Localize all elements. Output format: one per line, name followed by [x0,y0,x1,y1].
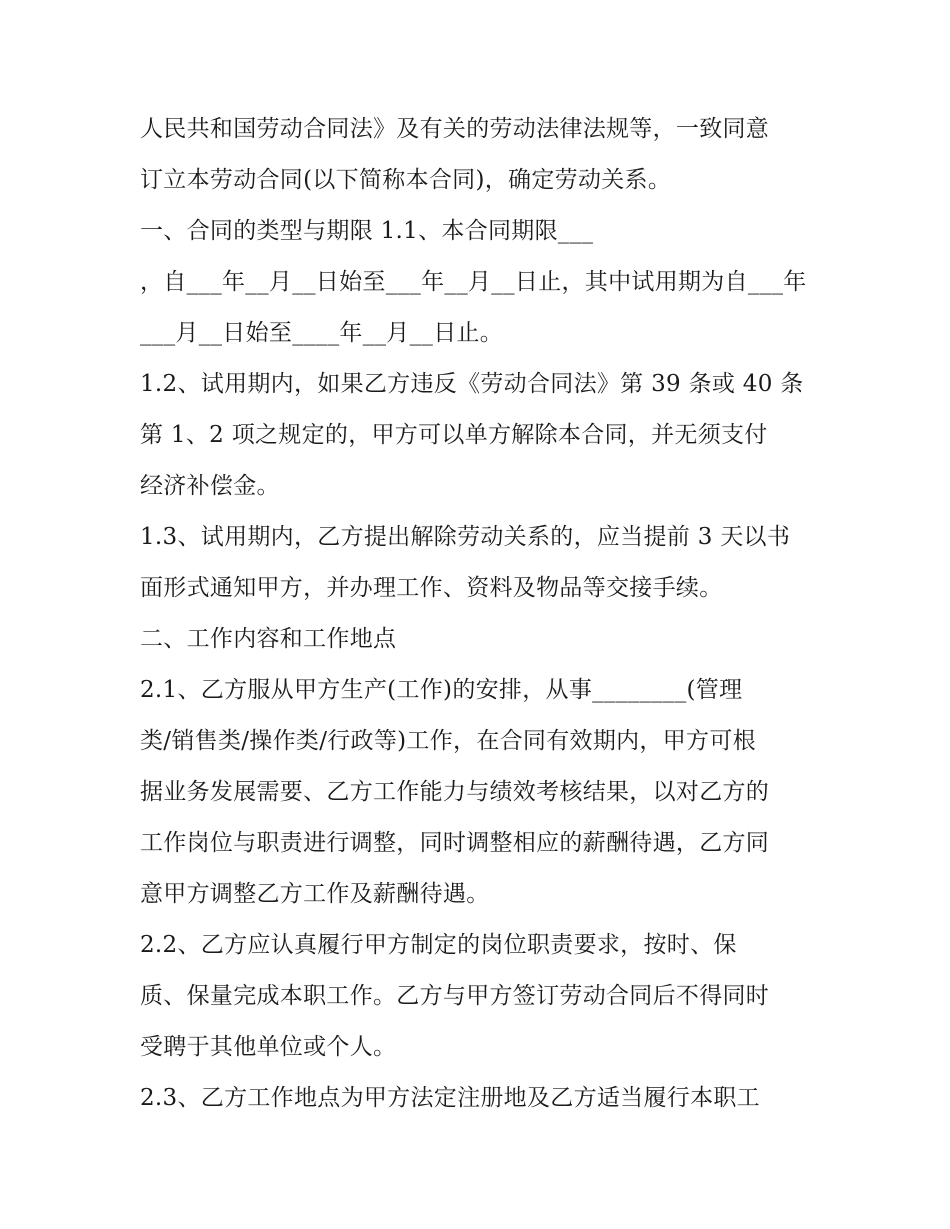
text-line: 第 1、2 项之规定的，甲方可以单方解除本合同，并无须支付 [140,422,768,448]
text-line: 经济补偿金。 [140,473,280,499]
text-line: 据业务发展需要、乙方工作能力与绩效考核结果，以对乙方的 [140,779,770,805]
text-line: 1.3、试用期内，乙方提出解除劳动关系的，应当提前 3 天以书 [140,524,791,550]
text-line: ，自___年__月__日始至___年__月__日止，其中试用期为自___年 [140,269,807,295]
text-line: 工作岗位与职责进行调整，同时调整相应的薪酬待遇，乙方同 [140,830,770,856]
text-line: 2.2、乙方应认真履行甲方制定的岗位职责要求，按时、保 [140,932,737,958]
text-line: 2.1、乙方服从甲方生产(工作)的安排，从事________(管理 [140,677,743,703]
text-line: 面形式通知甲方，并办理工作、资料及物品等交接手续。 [140,575,723,601]
text-line: ___月__日始至____年__月__日止。 [140,320,504,346]
text-line: 人民共和国劳动合同法》及有关的劳动法律法规等，一致同意 [140,116,770,142]
document-body [140,104,830,1124]
text-line: 订立本劳动合同(以下简称本合同)，确定劳动关系。 [140,167,672,193]
text-line: 质、保量完成本职工作。乙方与甲方签订劳动合同后不得同时 [140,983,770,1009]
section-heading: 一、合同的类型与期限 1.1、本合同期限___ [140,218,594,244]
text-line: 受聘于其他单位或个人。 [140,1034,397,1060]
text-line: 2.3、乙方工作地点为甲方法定注册地及乙方适当履行本职工 [140,1085,760,1111]
text-line: 类/销售类/操作类/行政等)工作，在合同有效期内，甲方可根 [140,728,756,754]
text-line: 意甲方调整乙方工作及薪酬待遇。 [140,881,490,907]
section-heading: 二、工作内容和工作地点 [140,626,397,652]
text-line: 1.2、试用期内，如果乙方违反《劳动合同法》第 39 条或 40 条 [140,371,804,397]
